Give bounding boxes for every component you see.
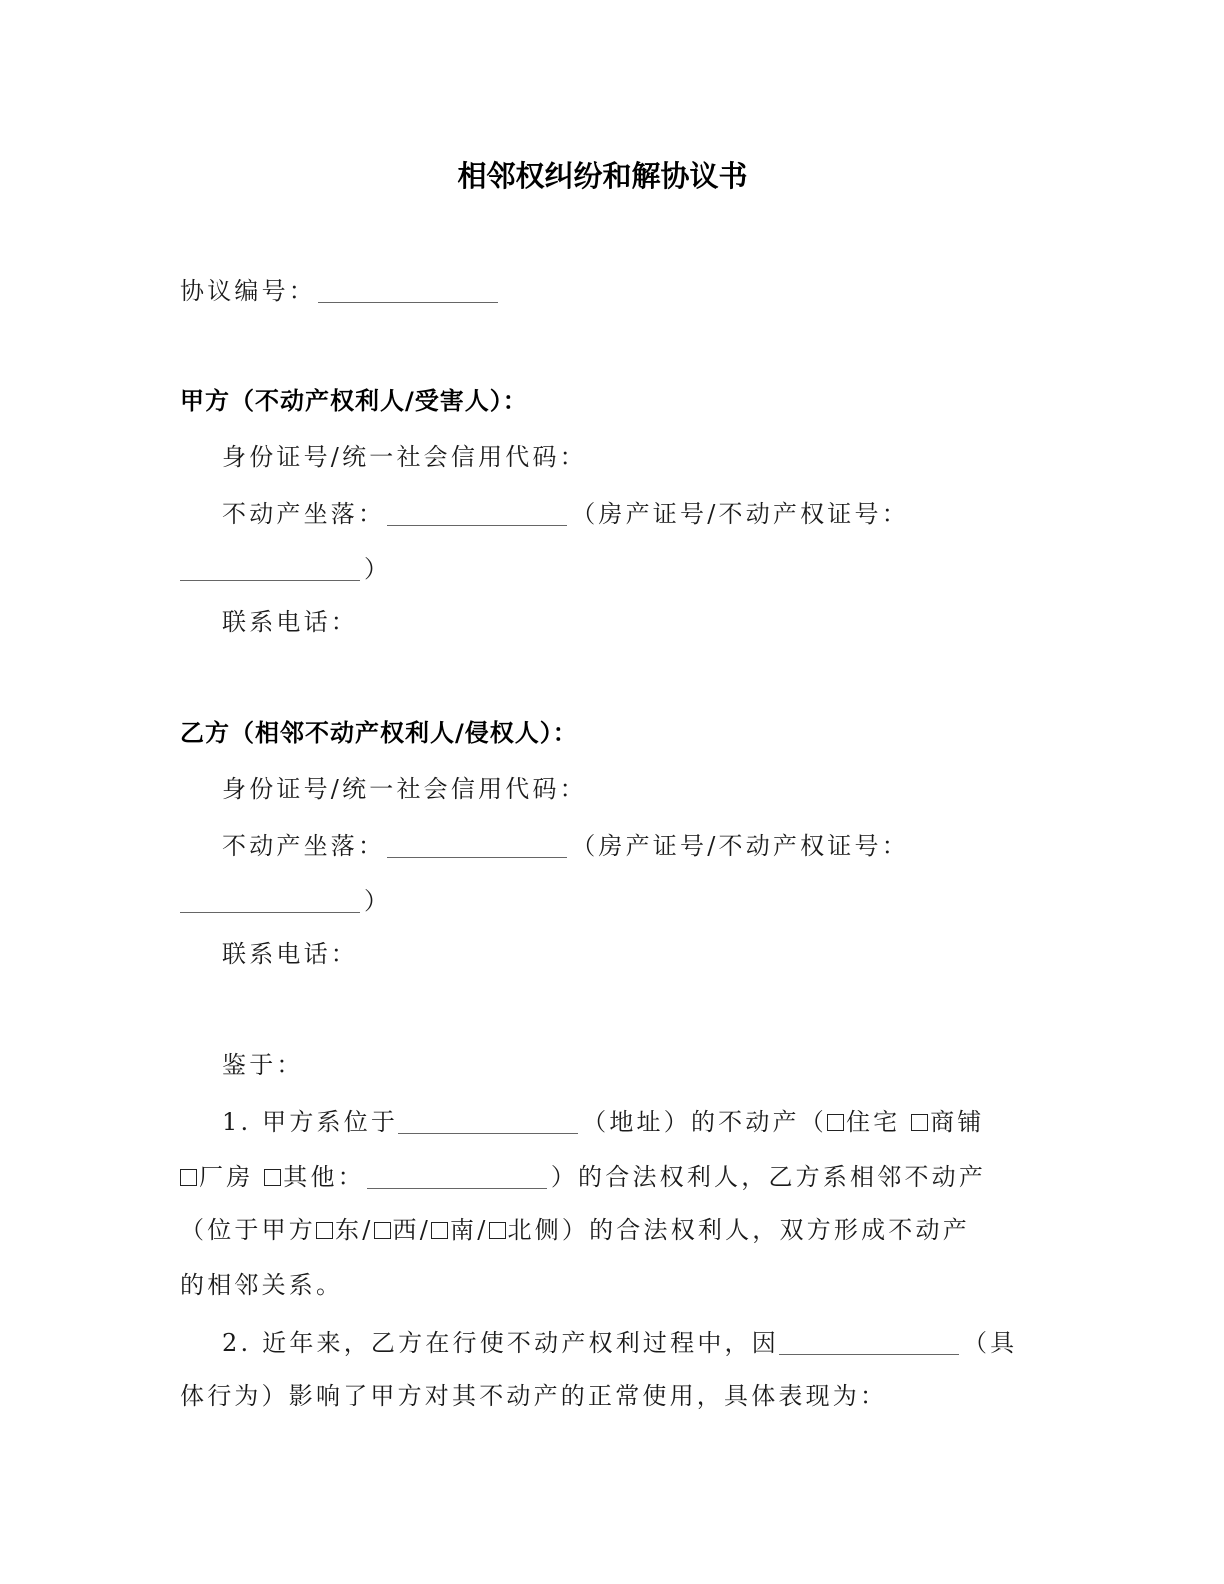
- party-b-phone-label: 联系电话：: [222, 940, 358, 968]
- option-other-label: 其他：: [283, 1163, 365, 1191]
- party-b-cert-close: ）: [364, 887, 392, 915]
- party-b-cert-open: （房产证号/不动产权证号：: [571, 832, 909, 860]
- clause1-line2: [180, 1158, 986, 1194]
- clause1-text: （位于甲方: [180, 1216, 316, 1244]
- party-a-id-row: [222, 440, 587, 474]
- direction-south-label: 南/: [450, 1216, 489, 1244]
- clause2-behavior-blank[interactable]: [779, 1328, 959, 1355]
- party-a-heading: 甲方（不动产权利人/受害人）：: [180, 387, 528, 415]
- party-b-property-blank[interactable]: [387, 831, 567, 858]
- direction-north-label: 北侧: [507, 1216, 562, 1244]
- party-a-property-label: 不动产坐落：: [222, 500, 386, 528]
- clause2-line1: [222, 1324, 1017, 1360]
- party-b-cert-blank[interactable]: [180, 886, 360, 913]
- party-a-cert-close: ）: [364, 555, 392, 583]
- checkbox-south[interactable]: [431, 1222, 448, 1239]
- party-b-property-label: 不动产坐落：: [222, 832, 386, 860]
- party-b-phone-row: [222, 937, 358, 971]
- whereas-heading: 鉴于：: [222, 1051, 304, 1079]
- agreement-no-label: 协议编号：: [180, 277, 316, 305]
- checkbox-other[interactable]: [264, 1169, 281, 1186]
- option-factory-label: 厂房: [199, 1163, 254, 1191]
- clause1-text: （地址）的不动产（: [582, 1108, 827, 1136]
- clause1-line3: [180, 1213, 970, 1247]
- clause2-text: （具: [962, 1329, 1018, 1357]
- party-a-phone-label: 联系电话：: [222, 608, 358, 636]
- party-a-cert-blank[interactable]: [180, 554, 360, 581]
- clause2-line2: 体行为）影响了甲方对其不动产的正常使用，具体表现为：: [180, 1382, 888, 1410]
- clause1-line4: 的相邻关系。: [180, 1271, 344, 1299]
- party-a-id-label: 身份证号/统一社会信用代码：: [222, 443, 587, 471]
- party-b-cert-row: [180, 882, 391, 918]
- clause1-text: ）的合法权利人，双方形成不动产: [561, 1216, 970, 1244]
- document-title: 相邻权纠纷和解协议书: [457, 159, 748, 193]
- checkbox-shop[interactable]: [911, 1114, 928, 1131]
- party-b-id-row: [222, 772, 587, 806]
- party-a-cert-row: [180, 550, 391, 586]
- clause1-text: ）的合法权利人，乙方系相邻不动产: [550, 1163, 987, 1191]
- party-a-property-blank[interactable]: [387, 499, 567, 526]
- party-a-property-row: [222, 495, 909, 531]
- agreement-no-blank[interactable]: [318, 276, 498, 303]
- clause2-text: 2. 近年来，乙方在行使不动产权利过程中，因: [222, 1329, 779, 1357]
- clause1-address-blank[interactable]: [398, 1107, 578, 1134]
- direction-east-label: 东/: [335, 1216, 374, 1244]
- option-shop-label: 商铺: [930, 1108, 985, 1136]
- agreement-no-row: [180, 272, 502, 308]
- checkbox-residence[interactable]: [827, 1114, 844, 1131]
- checkbox-factory[interactable]: [180, 1169, 197, 1186]
- party-b-property-row: [222, 827, 909, 863]
- party-b-id-label: 身份证号/统一社会信用代码：: [222, 775, 587, 803]
- clause1-line1: [222, 1103, 985, 1139]
- checkbox-east[interactable]: [316, 1222, 333, 1239]
- checkbox-north[interactable]: [489, 1222, 506, 1239]
- party-a-cert-open: （房产证号/不动产权证号：: [571, 500, 909, 528]
- clause1-text: 1. 甲方系位于: [222, 1108, 399, 1136]
- party-a-phone-row: [222, 605, 358, 639]
- direction-west-label: 西/: [392, 1216, 431, 1244]
- option-residence-label: 住宅: [845, 1108, 901, 1136]
- checkbox-west[interactable]: [374, 1222, 391, 1239]
- party-b-heading: 乙方（相邻不动产权利人/侵权人）：: [180, 719, 578, 747]
- option-other-blank[interactable]: [367, 1162, 547, 1189]
